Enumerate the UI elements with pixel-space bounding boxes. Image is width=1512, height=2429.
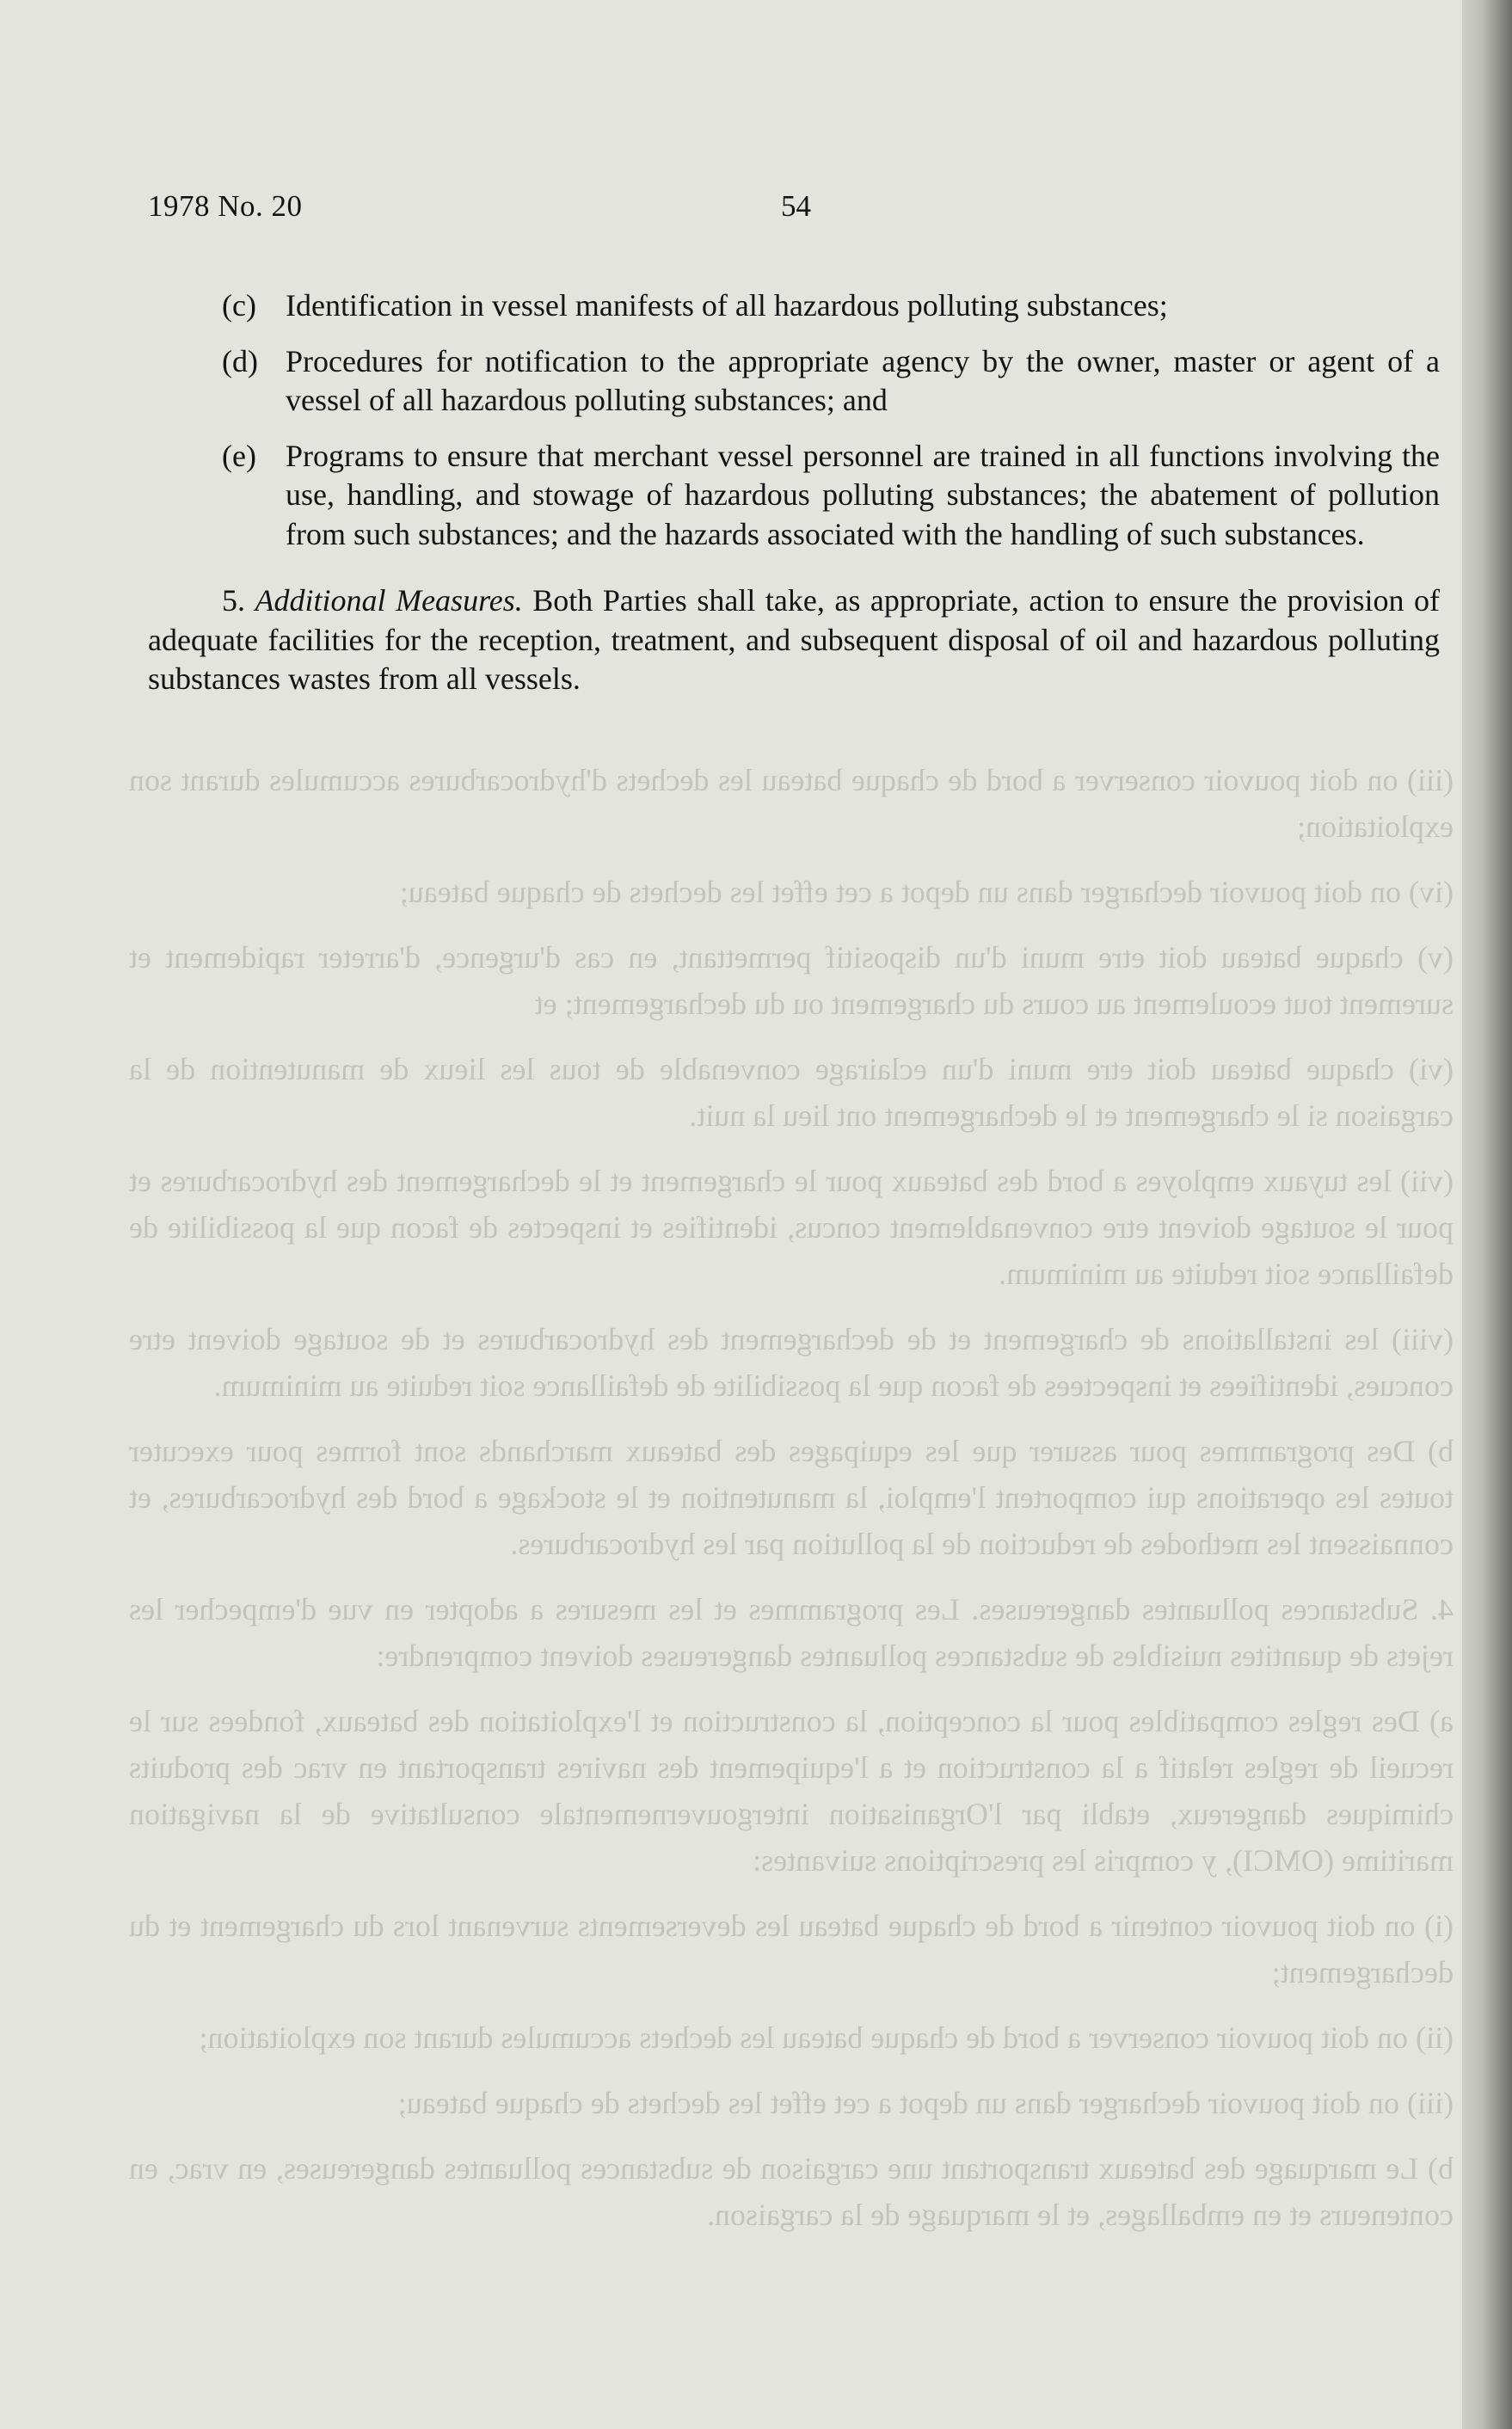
list-item-text: Programs to ensure that merchant vessel personnel are trained in all functions involving the use, handling, and stowage of hazardous polluting substances; the abatement of pollution from such substances; and the hazards associated with the handling of such substances. — [286, 438, 1440, 551]
page-number: 54 — [781, 189, 811, 223]
list-item — [148, 286, 1440, 326]
list-item-text: Procedures for notification to the appropriate agency by the owner, master or agent of a vessel of all hazardous polluting substances; and — [286, 343, 1440, 417]
list-item — [148, 437, 1440, 555]
list-marker: (c) — [222, 288, 256, 323]
body-text — [148, 286, 1440, 730]
section-title: Additional Measures. — [255, 583, 523, 618]
show-through-text: (iii) on doit pouvoir conserver a bord de chaque bateau les dechets d'hydrocarbures accumules durant son exploitation; (iv) on doit pouvoir decharger dans un depot a cet effet les dechets de chaque bateau; (v) chaque bateau doit etre muni d'un dispositif permettant, en cas d'urgence, d'arreter rapidement et surement tout ecoulement au cours du chargement ou du dechargement; et (vi) chaque bateau doit etre muni d'un eclairage convenable de tous les lieux de manutention de la cargaison si le chargement et le dechargement ont lieu la nuit. (vii) les tuyaux employes a bord des bateaux pour le chargement et le dechargement des hydrocarbures et pour le soutage doivent etre convenablement concus, identifies et inspectes de facon que la possibilite de defaillance soit reduite au minimum. (viii) les installations de chargement et de dechargement des hydrocarbures et de soutage doivent etre concues, identifiees et inspectees de facon que la possibilite de defaillance soit reduite au minimum. b) Des programmes pour assurer que les equipages des bateaux marchands sont formes pour executer toutes les operations qui comportent l'emploi, la manutention et le stockage a bord des hydrocarbures, et connaissent les methodes de reduction de la pollution par les hydrocarbures. 4. Substances polluantes dangereuses. Les programmes et les mesures a adopter en vue d'empecher les rejets de quantites nuisibles de substances polluantes dangereuses doivent comprendre: a) Des regles compatibles pour la conception, la construction et l'exploitation des bateaux, fondees sur le recueil de regles relatif a la construction et a l'equipement des navires transportant en vrac des produits chimiques dangereux, etabli par l'Organisation intergouvernementale consultative de la navigation maritime (OMCI), y compris les prescriptions suivantes: (i) on doit pouvoir contenir a bord de chaque bateau les deversements survenant lors du chargement et du dechargement; (ii) on doit pouvoir conserver a bord de chaque bateau les dechets accumules durant son exploitation; (iii) on doit pouvoir decharger dans un depot a cet effet les dechets de chaque bateau; b) Le marquage des bateaux transportant une cargaison de substances polluantes dangereuses, en vrac, en conteneurs et en emballages, et le marquage de la cargaison. — [129, 763, 1454, 2232]
list-marker: (e) — [222, 438, 256, 473]
section-text: Both Parties shall take, as appropriate, action to ensure the provision of adequate facilities for the reception, treatment, and subsequent disposal of oil and hazardous polluting substances wastes from all vessels. — [148, 583, 1440, 696]
page-edge-shadow — [1462, 0, 1512, 2429]
section-number: 5. — [222, 583, 245, 618]
section-paragraph — [148, 581, 1440, 699]
list-item — [148, 342, 1440, 421]
list-marker: (d) — [222, 343, 258, 378]
document-header: 1978 No. 20 — [148, 189, 303, 223]
list-item-text: Identification in vessel manifests of all hazardous polluting substances; — [286, 288, 1168, 323]
